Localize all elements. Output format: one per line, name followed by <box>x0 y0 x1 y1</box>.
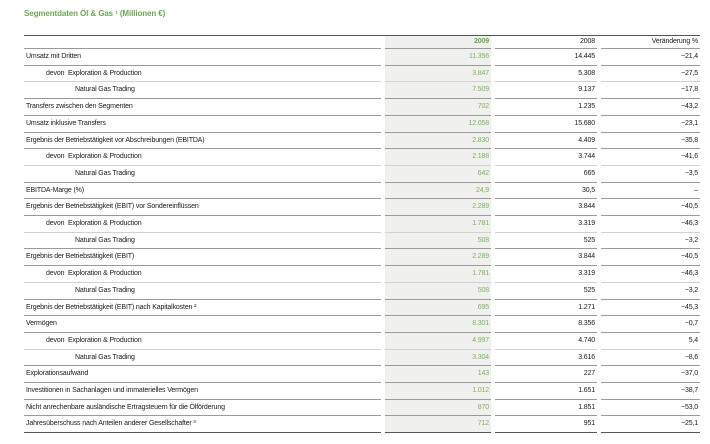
value-2008: 1.271 <box>495 299 597 316</box>
table-row <box>24 115 700 132</box>
value-2009: 1.781 <box>385 266 491 283</box>
value-2009: 870 <box>385 399 491 416</box>
value-change: −46,3 <box>601 266 700 283</box>
header-row <box>24 36 700 49</box>
value-2009: 508 <box>385 282 491 299</box>
value-2008: 665 <box>495 165 597 182</box>
row-label-text: Natural Gas Trading <box>75 286 135 294</box>
value-change: −17,8 <box>601 82 700 99</box>
table-row <box>24 416 700 433</box>
row-label <box>24 282 381 299</box>
table-row <box>24 165 700 182</box>
table-row <box>24 149 700 166</box>
row-label: Investitionen in Sachanlagen und immaterielles Vermögen <box>24 383 381 400</box>
table-row <box>24 65 700 82</box>
row-prefix: devon <box>46 153 65 161</box>
row-prefix: devon <box>46 220 65 228</box>
value-change: −25,1 <box>601 416 700 433</box>
table-row <box>24 299 700 316</box>
row-label: Explorationsaufwand <box>24 366 381 383</box>
value-change: −21,4 <box>601 49 700 66</box>
value-change: – <box>601 182 700 199</box>
value-2009: 2.188 <box>385 149 491 166</box>
value-2009: 2.830 <box>385 132 491 149</box>
value-2008: 1.851 <box>495 399 597 416</box>
value-2009: 8.301 <box>385 316 491 333</box>
row-label: Jahresüberschuss nach Anteilen anderer Gesellschafter ³ <box>24 416 381 433</box>
value-change: −8,6 <box>601 349 700 366</box>
table-row <box>24 399 700 416</box>
value-change: −0,7 <box>601 316 700 333</box>
value-change: 5,4 <box>601 332 700 349</box>
value-2009: 24,9 <box>385 182 491 199</box>
value-2009: 2.289 <box>385 249 491 266</box>
value-change: −37,0 <box>601 366 700 383</box>
row-label: Nicht anrechenbare ausländische Ertragsteuern für die Ölförderung <box>24 399 381 416</box>
value-2008: 1.235 <box>495 99 597 116</box>
value-change: −23,1 <box>601 115 700 132</box>
value-2008: 8.356 <box>495 316 597 333</box>
header-year-2009: 2009 <box>385 36 491 49</box>
value-2009: 3.304 <box>385 349 491 366</box>
table-row <box>24 366 700 383</box>
row-label-text: Exploration & Production <box>68 220 142 228</box>
value-2008: 5.308 <box>495 65 597 82</box>
table-row <box>24 249 700 266</box>
value-2008: 30,5 <box>495 182 597 199</box>
row-prefix: devon <box>46 270 65 278</box>
value-2008: 15.680 <box>495 115 597 132</box>
header-year-2008: 2008 <box>495 36 597 49</box>
value-2009: 702 <box>385 99 491 116</box>
value-2008: 3.616 <box>495 349 597 366</box>
row-label: Ergebnis der Betriebstätigkeit (EBIT) <box>24 249 381 266</box>
table-row <box>24 266 700 283</box>
row-label: Ergebnis der Betriebstätigkeit vor Abschreibungen (EBITDA) <box>24 132 381 149</box>
row-label <box>24 266 381 283</box>
table-row <box>24 99 700 116</box>
row-label-text: Natural Gas Trading <box>75 169 135 177</box>
header-label <box>24 36 381 49</box>
row-label: Umsatz mit Dritten <box>24 49 381 66</box>
table-row <box>24 132 700 149</box>
value-change: −43,2 <box>601 99 700 116</box>
value-2008: 525 <box>495 232 597 249</box>
table-row <box>24 82 700 99</box>
value-change: −45,3 <box>601 299 700 316</box>
row-label <box>24 165 381 182</box>
row-label: Vermögen <box>24 316 381 333</box>
table-row <box>24 49 700 66</box>
value-2008: 4.740 <box>495 332 597 349</box>
row-label: Umsatz inklusive Transfers <box>24 115 381 132</box>
value-2008: 3.844 <box>495 249 597 266</box>
value-change: −41,6 <box>601 149 700 166</box>
value-2008: 227 <box>495 366 597 383</box>
value-2009: 2.289 <box>385 199 491 216</box>
value-2009: 1.012 <box>385 383 491 400</box>
row-label <box>24 82 381 99</box>
row-label-text: Exploration & Production <box>68 69 142 77</box>
row-prefix: devon <box>46 336 65 344</box>
row-label <box>24 332 381 349</box>
row-label <box>24 232 381 249</box>
table-row <box>24 232 700 249</box>
value-2009: 1.781 <box>385 216 491 233</box>
row-label: Ergebnis der Betriebstätigkeit (EBIT) vor Sondereinflüssen <box>24 199 381 216</box>
segment-data-table <box>24 35 700 433</box>
table-row <box>24 182 700 199</box>
header-change: Veränderung % <box>601 36 700 49</box>
table-row <box>24 282 700 299</box>
value-2009: 4.997 <box>385 332 491 349</box>
row-label <box>24 349 381 366</box>
row-label-text: Natural Gas Trading <box>75 353 135 361</box>
row-label-text: Exploration & Production <box>68 153 142 161</box>
row-label-text: Exploration & Production <box>68 270 142 278</box>
value-change: −40,5 <box>601 199 700 216</box>
value-2009: 642 <box>385 165 491 182</box>
value-2008: 951 <box>495 416 597 433</box>
value-change: −53,0 <box>601 399 700 416</box>
value-2008: 4.409 <box>495 132 597 149</box>
value-change: −46,3 <box>601 216 700 233</box>
row-label <box>24 65 381 82</box>
row-label-text: Natural Gas Trading <box>75 236 135 244</box>
value-2008: 3.744 <box>495 149 597 166</box>
value-2009: 508 <box>385 232 491 249</box>
row-label-text: Natural Gas Trading <box>75 86 135 94</box>
value-2008: 3.319 <box>495 216 597 233</box>
value-2008: 3.319 <box>495 266 597 283</box>
row-label: Transfers zwischen den Segmenten <box>24 99 381 116</box>
value-2009: 712 <box>385 416 491 433</box>
table-title: Segmentdaten Öl & Gas ¹ (Millionen €) <box>24 9 166 18</box>
table-row <box>24 383 700 400</box>
table-row <box>24 316 700 333</box>
row-label: EBITDA-Marge (%) <box>24 182 381 199</box>
value-2009: 12.058 <box>385 115 491 132</box>
row-label: Ergebnis der Betriebstätigkeit (EBIT) nach Kapitalkosten ² <box>24 299 381 316</box>
value-2009: 695 <box>385 299 491 316</box>
value-change: −40,5 <box>601 249 700 266</box>
value-2008: 14.445 <box>495 49 597 66</box>
value-2008: 1.651 <box>495 383 597 400</box>
table-row <box>24 216 700 233</box>
row-label <box>24 149 381 166</box>
value-2009: 3.847 <box>385 65 491 82</box>
row-prefix: devon <box>46 69 65 77</box>
value-2009: 143 <box>385 366 491 383</box>
table-row <box>24 349 700 366</box>
value-2008: 3.844 <box>495 199 597 216</box>
value-2009: 7.509 <box>385 82 491 99</box>
row-label-text: Exploration & Production <box>68 336 142 344</box>
value-change: −3,5 <box>601 165 700 182</box>
value-change: −38,7 <box>601 383 700 400</box>
value-2008: 9.137 <box>495 82 597 99</box>
value-change: −27,5 <box>601 65 700 82</box>
value-change: −3,2 <box>601 282 700 299</box>
value-2008: 525 <box>495 282 597 299</box>
value-2009: 11.356 <box>385 49 491 66</box>
table-row <box>24 332 700 349</box>
value-change: −35,8 <box>601 132 700 149</box>
value-change: −3,2 <box>601 232 700 249</box>
row-label <box>24 216 381 233</box>
table-row <box>24 199 700 216</box>
